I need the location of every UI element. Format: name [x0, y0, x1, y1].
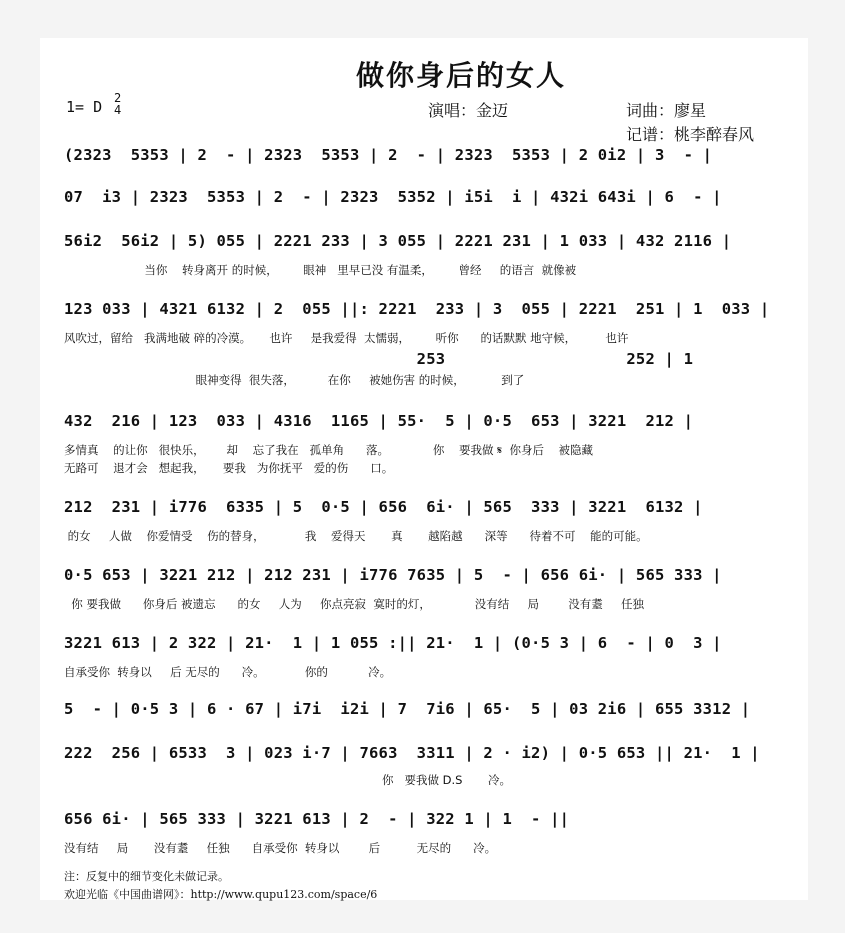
notation-row-5: 432 216 | 123 033 | 4316 1165 | 55· 5 | 0·5 653 | 3221 212 |: [64, 412, 694, 430]
lyric-row-11: 没有结 局 没有耋 任独 自承受你 转身以 后 无尽的 冷。: [64, 841, 497, 855]
composer-credit: 词曲：廖星: [626, 101, 707, 120]
transcriber-credit: 记谱：桃李醉春风: [626, 125, 755, 144]
time-signature-top: 2: [114, 91, 122, 105]
key-signature: 1= D: [66, 98, 103, 116]
notation-row-11: 656 6i· | 565 333 | 3221 613 | 2 - | 322 1 | 1 - ||: [64, 810, 570, 828]
notation-row-10: 222 256 | 6533 3 | 023 i·7 | 7663 3311 | 2 · i2) | 0·5 653 || 21· 1 |: [64, 744, 760, 762]
notation-row-6: 212 231 | i776 6335 | 5 0·5 | 656 6i· | 565 333 | 3221 6132 |: [64, 498, 703, 516]
lyric-row-8: 自承受你 转身以 后 无尽的 冷。 你的 冷。: [64, 665, 392, 679]
lyric-row-3: 当你 转身离开 的时候， 眼神 里早已没 有温柔， 曾经 的语言 就像被: [64, 263, 577, 277]
notation-row-8: 3221 613 | 2 322 | 21· 1 | 1 055 :|| 21· 1 | (0·5 3 | 6 - | 0 3 |: [64, 634, 722, 652]
lyric-row-5b: 无路可 退才会 想起我， 要我 为你抚平 爱的伤 口。: [64, 461, 394, 475]
song-title: 做你身后的女人: [356, 59, 567, 92]
lyric-row-4-alt: 眼神变得 很失落， 在你 被她伤害 的时候， 到了: [64, 373, 525, 387]
lyric-row-6: 的女 人做 你爱情受 伤的替身， 我 爱得天 真 越陷越 深等 待着不可 能的可能。: [64, 529, 648, 543]
notation-row-1: (2323 5353 | 2 - | 2323 5353 | 2 - | 2323 5353 | 2 0i2 | 3 - |: [64, 146, 713, 164]
singer-credit: 演唱：金迈: [428, 101, 509, 120]
time-signature-bottom: 4: [114, 103, 122, 117]
notation-row-4: 123 033 | 4321 6132 | 2 055 ||: 2221 233 | 3 055 | 2221 251 | 1 033 |: [64, 300, 770, 318]
lyric-row-4: 风吹过，留给 我满地破 碎的冷漠。 也许 是我爱得 太懦弱， 听你 的话默默 地守候， 也许: [64, 331, 629, 345]
footer-link[interactable]: 欢迎光临《中国曲谱网》：http://www.qupu123.com/space/6: [64, 888, 378, 901]
time-signature: [114, 92, 121, 116]
notation-row-2: 07 i3 | 2323 5353 | 2 - | 2323 5352 | i5i i | 432i 643i | 6 - |: [64, 188, 722, 206]
notation-row-4-alt: 253 252 | 1: [64, 350, 694, 368]
lyric-row-7: 你 要我做 你身后 被遗忘 的女 人为 你点亮寂 寞时的灯， 没有结 局 没有耋 任独: [64, 597, 645, 611]
notation-row-7: 0·5 653 | 3221 212 | 212 231 | i776 7635 | 5 - | 656 6i· | 565 333 |: [64, 566, 722, 584]
notation-row-3: 56i2 56i2 | 5) 055 | 2221 233 | 3 055 | 2221 231 | 1 033 | 432 2116 |: [64, 232, 732, 250]
lyric-row-10: 你 要我做 D.S 冷。: [64, 773, 512, 787]
notation-row-9: 5 - | 0·5 3 | 6 · 67 | i7i i2i | 7 7i6 | 65· 5 | 03 2i6 | 655 3312 |: [64, 700, 751, 718]
footer-note: 注：反复中的细节变化未做记录。: [64, 870, 229, 883]
lyric-row-5a: 多情真 的让你 很快乐， 却 忘了我在 孤单角 落。 你 要我做 𝄋 你身后 被隐藏: [64, 443, 594, 457]
